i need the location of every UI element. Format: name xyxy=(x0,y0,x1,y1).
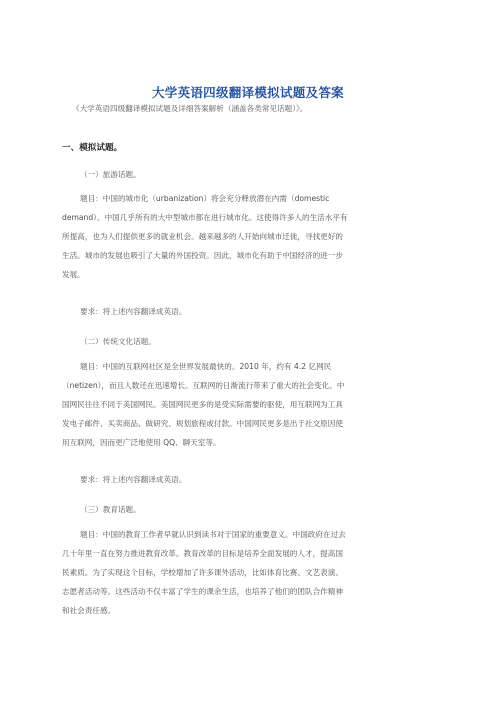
section-2-question xyxy=(62,357,434,452)
section-3-label: （三）教育话题。 xyxy=(80,505,141,514)
section-1-label: （一）旅游话题。 xyxy=(80,170,141,179)
question-line: 题目：中国的教育工作者早就认识到读书对于国家的重要意义。中国政府在过去 xyxy=(80,530,346,539)
section-2-label: （二）传统文化话题。 xyxy=(80,337,156,346)
question-line: 所提高，也为人们提供更多的就业机会。越来越多的人开始向城市迁徙，寻找更好的 xyxy=(62,232,343,241)
question-line: 民素质。为了实现这个目标，学校增加了许多课外活动，比如体育比赛、文艺表演、 xyxy=(62,568,343,577)
question-line: 几十年里一直在努力推进教育改革。教育改革的目标是培养全面发展的人才，提高国 xyxy=(62,549,343,558)
question-line: 志愿者活动等。这些活动不仅丰富了学生的课余生活，也培养了他们的团队合作精神 xyxy=(62,587,343,596)
document-subtitle: 《大学英语四级翻译模拟试题及详细答案解析（涵盖各类常见话题）》。 xyxy=(72,104,308,113)
question-line: （netizen），而且人数还在迅速增长。互联网的日渐流行带来了重大的社会变化。中 xyxy=(62,381,345,390)
section-3-question xyxy=(62,525,434,620)
question-line: 题目：中国的城市化（urbanization）将会充分释放潜在内需（domestic xyxy=(80,194,330,203)
section-2-requirement: 要求：将上述内容翻译成英语。 xyxy=(80,475,187,484)
question-line: 和社会责任感。 xyxy=(62,606,116,615)
question-line: 生活。城市的发展也吸引了大量的外国投资。因此，城市化有助于中国经济的进一步 xyxy=(62,251,343,260)
section-1-requirement: 要求：将上述内容翻译成英语。 xyxy=(80,307,187,316)
question-line: demand）。中国几乎所有的大中型城市都在进行城市化。这使得许多人的生活水平有 xyxy=(62,213,348,222)
question-line: 题目：中国的互联网社区是全世界发展最快的。2010 年，约有 4.2 亿网民 xyxy=(80,362,332,371)
document-title: 大学英语四级翻译模拟试题及答案 xyxy=(151,85,344,100)
question-line: 发展。 xyxy=(62,270,85,279)
section-1-question xyxy=(62,189,434,284)
question-line: 用互联网，因而更广泛地使用 QQ、聊天室等。 xyxy=(62,438,221,447)
question-line: 发电子邮件、买卖商品、做研究、规划旅程或付款。中国网民更多是出于社交原因使 xyxy=(62,419,343,428)
question-line: 国网民往往不同于美国网民。美国网民更多的是受实际需要的驱使，用互联网为工具 xyxy=(62,400,343,409)
section-heading: 一、模拟试题。 xyxy=(62,143,123,153)
